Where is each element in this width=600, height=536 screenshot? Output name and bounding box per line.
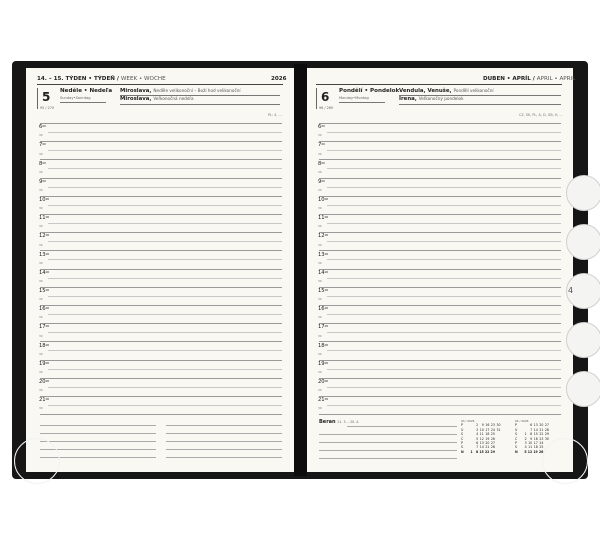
hour-label: $11^{00}$: [39, 215, 50, 222]
hour-row[interactable]: [40, 178, 282, 196]
day-number: 6: [321, 90, 330, 104]
hour-line: [319, 123, 561, 124]
half-hour-label: 30: [39, 206, 43, 211]
hour-label: $13^{00}$: [39, 251, 50, 258]
calendar-day: 11: [479, 432, 484, 437]
name-rule-1: [399, 95, 561, 96]
calendar-day: 15: [533, 432, 538, 437]
calendar-day: 21: [539, 427, 544, 432]
calendar-day: 1: [470, 449, 473, 454]
half-hour-line: [327, 332, 561, 333]
calendar-day: 25: [490, 432, 495, 437]
hour-line: [40, 178, 282, 179]
note-line[interactable]: [40, 433, 156, 434]
calendar-day: 15: [479, 449, 484, 454]
day-rule: [60, 102, 106, 103]
calendar-day: 20: [485, 441, 490, 446]
note-line[interactable]: [166, 449, 282, 450]
half-hour-label: 30: [39, 333, 43, 338]
note-line[interactable]: [40, 441, 156, 442]
hour-label: $12^{00}$: [318, 233, 329, 240]
hour-row[interactable]: [319, 360, 561, 378]
book-spine: [294, 64, 307, 476]
half-hour-label: 30: [318, 133, 322, 138]
calendar-day: 19: [485, 436, 490, 441]
half-hour-label: 30: [39, 369, 43, 374]
hour-label: $12^{00}$: [39, 233, 50, 240]
weekday-letter: P: [515, 441, 517, 446]
half-hour-line: [48, 387, 282, 388]
calendar-day: 29: [544, 432, 549, 437]
note-line[interactable]: [319, 458, 457, 459]
calendar-day: 14: [533, 427, 538, 432]
name-rule-1: [120, 95, 280, 96]
hour-row[interactable]: [319, 323, 561, 341]
calendar-day: 28: [544, 427, 549, 432]
hour-row[interactable]: [40, 360, 282, 378]
calendar-day: 6: [476, 441, 479, 446]
weekday-letter: Č: [461, 436, 464, 441]
day-name: Pondělí • Pondelok: [339, 88, 400, 94]
half-hour-label: 30: [39, 278, 43, 283]
day-of-year: 96 / 269: [319, 106, 334, 110]
hour-line: [40, 232, 282, 233]
hour-label: $7^{00}$: [318, 142, 325, 149]
calendar-day: 13: [533, 423, 538, 428]
note-line[interactable]: [166, 457, 282, 458]
half-hour-label: 30: [318, 242, 322, 247]
calendar-day: 22: [484, 449, 490, 454]
hour-row[interactable]: [40, 287, 282, 305]
header-rule: [316, 84, 562, 85]
weekday-letter: S: [461, 445, 464, 450]
calendar-day: 3: [524, 441, 527, 446]
calendar-day: 4: [524, 445, 527, 450]
hour-label: $17^{00}$: [318, 324, 329, 331]
calendar-day: 8: [530, 432, 533, 437]
name-day-cz: Miroslava, Neděle velikonoční – Boží hod velikonoční: [120, 88, 241, 94]
calendar-day: 1: [524, 432, 527, 437]
calendar-day: 23: [539, 436, 544, 441]
day-name: Neděle • Nedeľa: [60, 88, 113, 94]
name-rule-2: [399, 104, 561, 105]
calendar-day: 22: [539, 432, 544, 437]
hour-row[interactable]: [319, 159, 561, 177]
hour-label: $6^{00}$: [318, 124, 325, 131]
half-hour-line: [327, 259, 561, 260]
half-hour-line: [48, 314, 282, 315]
hour-row[interactable]: [319, 178, 561, 196]
hour-line: [319, 305, 561, 306]
calendar-day: 30: [496, 423, 501, 428]
hour-label: $20^{00}$: [39, 378, 50, 385]
calendar-day: 3: [476, 427, 479, 432]
name-day-sk: Irena, Veľkonočný pondelok: [399, 96, 464, 102]
hour-row[interactable]: [40, 396, 282, 414]
hour-line: [319, 360, 561, 361]
weekday-letter: S: [515, 445, 518, 450]
hour-line: [319, 323, 561, 324]
hour-line: [40, 269, 282, 270]
calendar-day: 18: [485, 432, 490, 437]
weekday-letter: P: [461, 423, 463, 428]
weekday-letter: P: [461, 441, 463, 446]
hour-line: [319, 232, 561, 233]
zodiac-sign: Beran 21. 3. – 20. 4.: [319, 419, 360, 425]
half-hour-label: 30: [318, 169, 322, 174]
hour-row[interactable]: [40, 305, 282, 323]
name-day-sk: Miroslava, Veľkonočná nedeľa: [120, 96, 194, 102]
hour-line: [40, 250, 282, 251]
hour-line: [319, 178, 561, 179]
half-hour-line: [327, 241, 561, 242]
hour-line: [40, 341, 282, 342]
hour-row[interactable]: [319, 123, 561, 141]
half-hour-line: [48, 332, 282, 333]
half-hour-line: [327, 168, 561, 169]
hour-row[interactable]: [40, 214, 282, 232]
half-hour-line: [327, 387, 561, 388]
calendar-day: 17: [485, 427, 490, 432]
note-line[interactable]: [347, 426, 457, 427]
note-line[interactable]: [166, 425, 282, 426]
calendar-day: 24: [539, 441, 544, 446]
half-hour-line: [48, 405, 282, 406]
hour-row[interactable]: [40, 341, 282, 359]
hour-label: $8^{00}$: [318, 160, 325, 167]
hour-line: [40, 287, 282, 288]
hour-row[interactable]: [319, 232, 561, 250]
hour-label: $15^{00}$: [318, 287, 329, 294]
cover-corner-mark: [542, 438, 588, 484]
weekday-letter: N: [461, 449, 464, 454]
hour-row[interactable]: [319, 250, 561, 268]
hour-line: [319, 414, 561, 415]
day-of-year: 95 / 270: [40, 106, 55, 110]
left-page: [26, 68, 294, 472]
calendar-day: 17: [533, 441, 538, 446]
calendar-day: 13: [479, 441, 484, 446]
hour-line: [40, 378, 282, 379]
half-hour-label: 30: [39, 388, 43, 393]
calendar-day: 19: [533, 449, 538, 454]
half-hour-label: 30: [318, 151, 322, 156]
hour-label: $14^{00}$: [39, 269, 50, 276]
hour-line: [319, 141, 561, 142]
calendar-day: 20: [539, 423, 544, 428]
calendar-day: 16: [533, 436, 538, 441]
year-label: 2026: [271, 76, 287, 82]
hour-line: [40, 414, 282, 415]
holiday-note: CZ, SK, PL, A, D, GB, H, ...: [519, 113, 563, 117]
half-hour-line: [48, 369, 282, 370]
hour-label: $20^{00}$: [318, 378, 329, 385]
half-hour-label: 30: [318, 315, 322, 320]
half-hour-line: [48, 150, 282, 151]
half-hour-line: [48, 132, 282, 133]
note-line[interactable]: [319, 442, 457, 443]
calendar-day: 27: [544, 423, 549, 428]
hour-row[interactable]: [319, 378, 561, 396]
hour-line: [40, 305, 282, 306]
calendar-day: 26: [490, 436, 495, 441]
month-tab-label: 4: [568, 286, 574, 295]
hour-label: $15^{00}$: [39, 287, 50, 294]
calendar-day: 6: [530, 423, 533, 428]
month-tab[interactable]: [566, 371, 600, 407]
calendar-day: 2: [476, 423, 479, 428]
month-tab[interactable]: [566, 322, 600, 358]
half-hour-line: [327, 132, 561, 133]
half-hour-label: 30: [318, 260, 322, 265]
mini-calendar-title: 03 / 2026: [461, 419, 475, 423]
hour-label: $18^{00}$: [39, 342, 50, 349]
hour-row[interactable]: [319, 396, 561, 414]
hour-label: $13^{00}$: [318, 251, 329, 258]
weekday-letter: Ú: [461, 427, 464, 432]
hour-line: [319, 214, 561, 215]
half-hour-label: 30: [39, 260, 43, 265]
hour-label: $8^{00}$: [39, 160, 46, 167]
hour-row[interactable]: [319, 305, 561, 323]
hour-label: $19^{00}$: [318, 360, 329, 367]
calendar-day: 10: [528, 441, 533, 446]
half-hour-label: 30: [318, 206, 322, 211]
half-hour-line: [48, 187, 282, 188]
half-hour-label: 30: [39, 169, 43, 174]
half-hour-line: [327, 350, 561, 351]
mini-calendar-march: [461, 419, 501, 454]
hour-row[interactable]: [40, 378, 282, 396]
half-hour-label: 30: [39, 242, 43, 247]
mini-calendar-row: [461, 450, 501, 454]
hour-line: [319, 159, 561, 160]
hour-row[interactable]: [40, 123, 282, 141]
hour-row[interactable]: [40, 269, 282, 287]
calendar-day: 24: [490, 427, 495, 432]
hour-row[interactable]: [319, 141, 561, 159]
hour-label: $17^{00}$: [39, 324, 50, 331]
half-hour-line: [327, 278, 561, 279]
calendar-day: 28: [490, 445, 495, 450]
hour-line: [40, 196, 282, 197]
day-name-translation: Sunday•Sonntag: [60, 96, 91, 100]
hour-label: $21^{00}$: [318, 397, 329, 404]
hour-row[interactable]: [319, 196, 561, 214]
calendar-day: 7: [530, 427, 533, 432]
half-hour-label: 30: [39, 187, 43, 192]
day-number: 5: [42, 90, 51, 104]
half-hour-label: 30: [318, 351, 322, 356]
month-header: DUBEN • APRÍL / APRIL • APRIL: [483, 76, 576, 82]
hour-line: [319, 287, 561, 288]
calendar-day: 27: [490, 441, 495, 446]
month-tab[interactable]: [566, 224, 600, 260]
half-hour-line: [327, 150, 561, 151]
half-hour-label: 30: [39, 315, 43, 320]
hour-row[interactable]: [40, 250, 282, 268]
hour-label: $6^{00}$: [39, 124, 46, 131]
cover-corner-mark: [14, 438, 60, 484]
half-hour-label: 30: [318, 388, 322, 393]
hour-label: $10^{00}$: [39, 196, 50, 203]
half-hour-line: [327, 296, 561, 297]
weekday-letter: Č: [515, 436, 518, 441]
hour-line: [40, 214, 282, 215]
hour-label: $14^{00}$: [318, 269, 329, 276]
half-hour-label: 30: [318, 333, 322, 338]
weekday-letter: Ú: [515, 427, 518, 432]
hour-label: $7^{00}$: [39, 142, 46, 149]
calendar-day: 30: [544, 436, 549, 441]
hour-line: [40, 323, 282, 324]
hour-line: [40, 360, 282, 361]
hour-label: $18^{00}$: [318, 342, 329, 349]
calendar-day: 8: [475, 449, 479, 454]
calendar-day: 26: [538, 449, 544, 454]
day-rule: [339, 102, 385, 103]
hour-line: [40, 159, 282, 160]
calendar-day: 29: [490, 449, 495, 454]
half-hour-line: [327, 369, 561, 370]
right-page: [307, 68, 576, 472]
half-hour-label: 30: [39, 224, 43, 229]
calendar-day: 10: [479, 427, 484, 432]
month-tab[interactable]: [566, 175, 600, 211]
note-line[interactable]: [166, 433, 282, 434]
hour-row[interactable]: [40, 141, 282, 159]
hour-row[interactable]: [319, 269, 561, 287]
weekday-letter: S: [515, 432, 518, 437]
hour-label: $16^{00}$: [39, 306, 50, 313]
half-hour-line: [327, 405, 561, 406]
half-hour-label: 30: [318, 369, 322, 374]
hour-grid: [319, 123, 561, 423]
weekday-letter: P: [515, 423, 517, 428]
hour-row[interactable]: [319, 341, 561, 359]
holiday-note: PL: 4, ...: [268, 113, 282, 117]
calendar-day: 31: [496, 427, 501, 432]
half-hour-label: 30: [318, 297, 322, 302]
half-hour-line: [48, 223, 282, 224]
hour-label: $21^{00}$: [39, 397, 50, 404]
half-hour-label: 30: [318, 406, 322, 411]
half-hour-line: [48, 350, 282, 351]
name-day-cz: Vendula, Venuše, Pondělí velikonoční: [399, 88, 494, 94]
calendar-day: 9: [530, 436, 533, 441]
hour-line: [319, 250, 561, 251]
hour-label: $19^{00}$: [39, 360, 50, 367]
header-rule: [37, 84, 283, 85]
hour-row[interactable]: [40, 159, 282, 177]
half-hour-label: 30: [39, 351, 43, 356]
hour-label: $16^{00}$: [318, 306, 329, 313]
mini-calendar-title: 04 / 2026: [515, 419, 529, 423]
hour-grid: [40, 123, 282, 423]
half-hour-line: [48, 278, 282, 279]
hour-row[interactable]: [319, 287, 561, 305]
half-hour-line: [327, 205, 561, 206]
hour-label: $9^{00}$: [39, 178, 46, 185]
hour-line: [319, 269, 561, 270]
calendar-day: 5: [524, 449, 527, 454]
calendar-day: 25: [539, 445, 544, 450]
hour-row[interactable]: [319, 214, 561, 232]
day-name-translation: Monday•Montag: [339, 96, 369, 100]
half-hour-line: [48, 168, 282, 169]
hour-line: [319, 196, 561, 197]
hour-label: $10^{00}$: [318, 196, 329, 203]
calendar-day: 16: [485, 423, 490, 428]
note-line[interactable]: [319, 450, 457, 451]
half-hour-label: 30: [39, 297, 43, 302]
half-hour-line: [327, 223, 561, 224]
note-line[interactable]: [40, 425, 156, 426]
note-line[interactable]: [166, 441, 282, 442]
calendar-day: 18: [533, 445, 538, 450]
half-hour-label: 30: [39, 133, 43, 138]
half-hour-label: 30: [318, 187, 322, 192]
note-line[interactable]: [319, 434, 457, 435]
calendar-day: 7: [476, 445, 479, 450]
half-hour-line: [48, 241, 282, 242]
day-marker: [316, 88, 317, 109]
hour-row[interactable]: [40, 232, 282, 250]
half-hour-line: [48, 259, 282, 260]
day-marker: [37, 88, 38, 109]
hour-line: [319, 396, 561, 397]
calendar-day: 11: [528, 445, 533, 450]
half-hour-line: [48, 296, 282, 297]
week-header: 14. – 15. TÝDEN • TÝDEŇ / WEEK • WOCHE: [37, 76, 166, 82]
hour-line: [319, 378, 561, 379]
half-hour-line: [327, 314, 561, 315]
calendar-day: 12: [527, 449, 533, 454]
calendar-day: 9: [481, 423, 484, 428]
hour-row[interactable]: [40, 196, 282, 214]
calendar-day: 14: [479, 445, 484, 450]
hour-label: $9^{00}$: [318, 178, 325, 185]
half-hour-label: 30: [318, 224, 322, 229]
hour-line: [40, 396, 282, 397]
hour-line: [40, 123, 282, 124]
hour-line: [319, 341, 561, 342]
half-hour-label: 30: [318, 278, 322, 283]
calendar-day: 5: [476, 436, 479, 441]
hour-row[interactable]: [40, 323, 282, 341]
weekday-letter: N: [515, 449, 518, 454]
half-hour-line: [48, 205, 282, 206]
calendar-day: 12: [479, 436, 484, 441]
half-hour-line: [327, 187, 561, 188]
calendar-day: 4: [476, 432, 479, 437]
calendar-day: 23: [490, 423, 495, 428]
half-hour-label: 30: [39, 151, 43, 156]
half-hour-label: 30: [39, 406, 43, 411]
calendar-day: 21: [485, 445, 490, 450]
hour-line: [40, 141, 282, 142]
weekday-letter: S: [461, 432, 464, 437]
hour-label: $11^{00}$: [318, 215, 329, 222]
name-rule-2: [120, 104, 280, 105]
calendar-day: 2: [524, 436, 527, 441]
